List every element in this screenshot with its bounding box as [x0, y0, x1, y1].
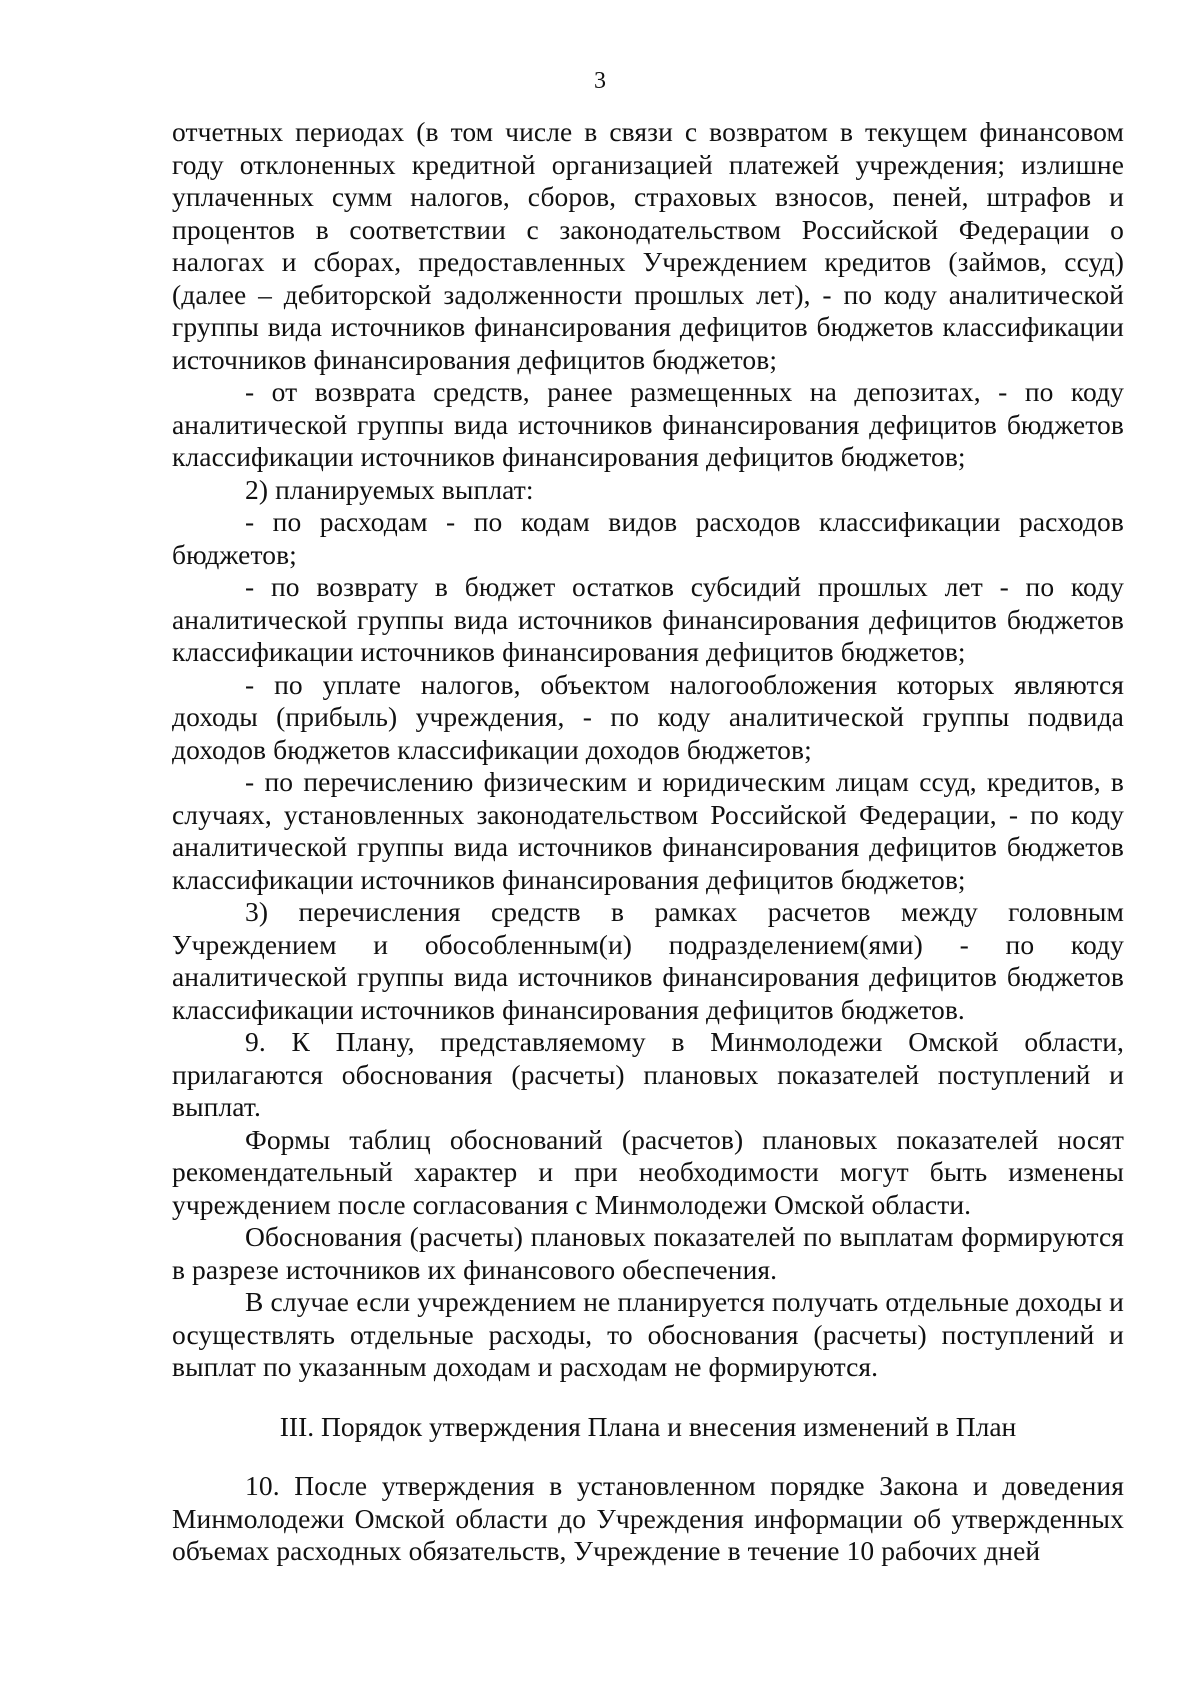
- paragraph-subsidy-return: - по возврату в бюджет остатков субсидий прошлых лет - по коду аналитической группы вида источников финансирования дефицитов бюджетов классификации источников финансирования дефицитов бюджетов;: [172, 571, 1124, 667]
- paragraph-tax-payment: - по уплате налогов, объектом налогообложения которых являются доходы (прибыль) учреждения, - по коду аналитической группы подвида доходов бюджетов классификации доходов бюджетов;: [172, 668, 1124, 765]
- paragraph-loans-transfer: - по перечислению физическим и юридическим лицам ссуд, кредитов, в случаях, установленных законодательством Российской Федерации, - по коду аналитической группы вида источников финансирования дефицитов бюджетов классификации источников финансирования дефицитов бюджетов;: [172, 766, 1124, 895]
- paragraph-table-forms: Формы таблиц обоснований (расчетов) плановых показателей носят рекомендательный характер и при необходимости могут быть изменены учреждением после согласования с Минмолодежи Омской области.: [172, 1123, 1124, 1220]
- page-number: 3: [594, 68, 606, 94]
- paragraph-item-9: 9. К Плану, представляемому в Минмолодежи Омской области, прилагаются обоснования (расчеты) плановых показателей поступлений и выплат.: [172, 1026, 1124, 1122]
- paragraph-deposit-return: - от возврата средств, ранее размещенных на депозитах, - по коду аналитической группы вида источников финансирования дефицитов бюджетов классификации источников финансирования дефицитов бюджетов;: [172, 376, 1124, 472]
- paragraph-item-10: 10. После утверждения в установленном порядке Закона и доведения Минмолодежи Омской области до Учреждения информации об утвержденных объемах расходных обязательств, Учреждение в течение 10 рабочих дней: [172, 1470, 1124, 1566]
- paragraph-justifications: Обоснования (расчеты) плановых показателей по выплатам формируются в разрезе источников их финансового обеспечения.: [172, 1221, 1124, 1285]
- section-heading: III. Порядок утверждения Плана и внесения изменений в План: [279, 1410, 1017, 1442]
- paragraph-expenses: - по расходам - по кодам видов расходов классификации расходов бюджетов;: [172, 506, 1124, 570]
- paragraph-planned-payments: 2) планируемых выплат:: [245, 473, 534, 505]
- paragraph-not-formed: В случае если учреждением не планируется получать отдельные доходы и осуществлять отдельные расходы, то обоснования (расчеты) поступлений и выплат по указанным доходам и расходам не формируются.: [172, 1286, 1124, 1382]
- paragraph-internal-transfers: 3) перечисления средств в рамках расчетов между головным Учреждением и обособленным(и) подразделением(ями) - по коду аналитической группы вида источников финансирования дефицитов бюджетов классификации источников финансирования дефицитов бюджетов.: [172, 896, 1124, 1025]
- document-body: [172, 116, 1124, 1568]
- paragraph-continuation: отчетных периодах (в том числе в связи с возвратом в текущем финансовом году отклоненных кредитной организацией платежей учреждения; излишне уплаченных сумм налогов, сборов, страховых взносов, пеней, штрафов и процентов в соответствии с законодательством Российской Федерации о налогах и сборах, предоставленных Учреждением кредитов (займов, ссуд) (далее – дебиторской задолженности прошлых лет), - по коду аналитической группы вида источников финансирования дефицитов бюджетов классификации источников финансирования дефицитов бюджетов;: [172, 116, 1124, 375]
